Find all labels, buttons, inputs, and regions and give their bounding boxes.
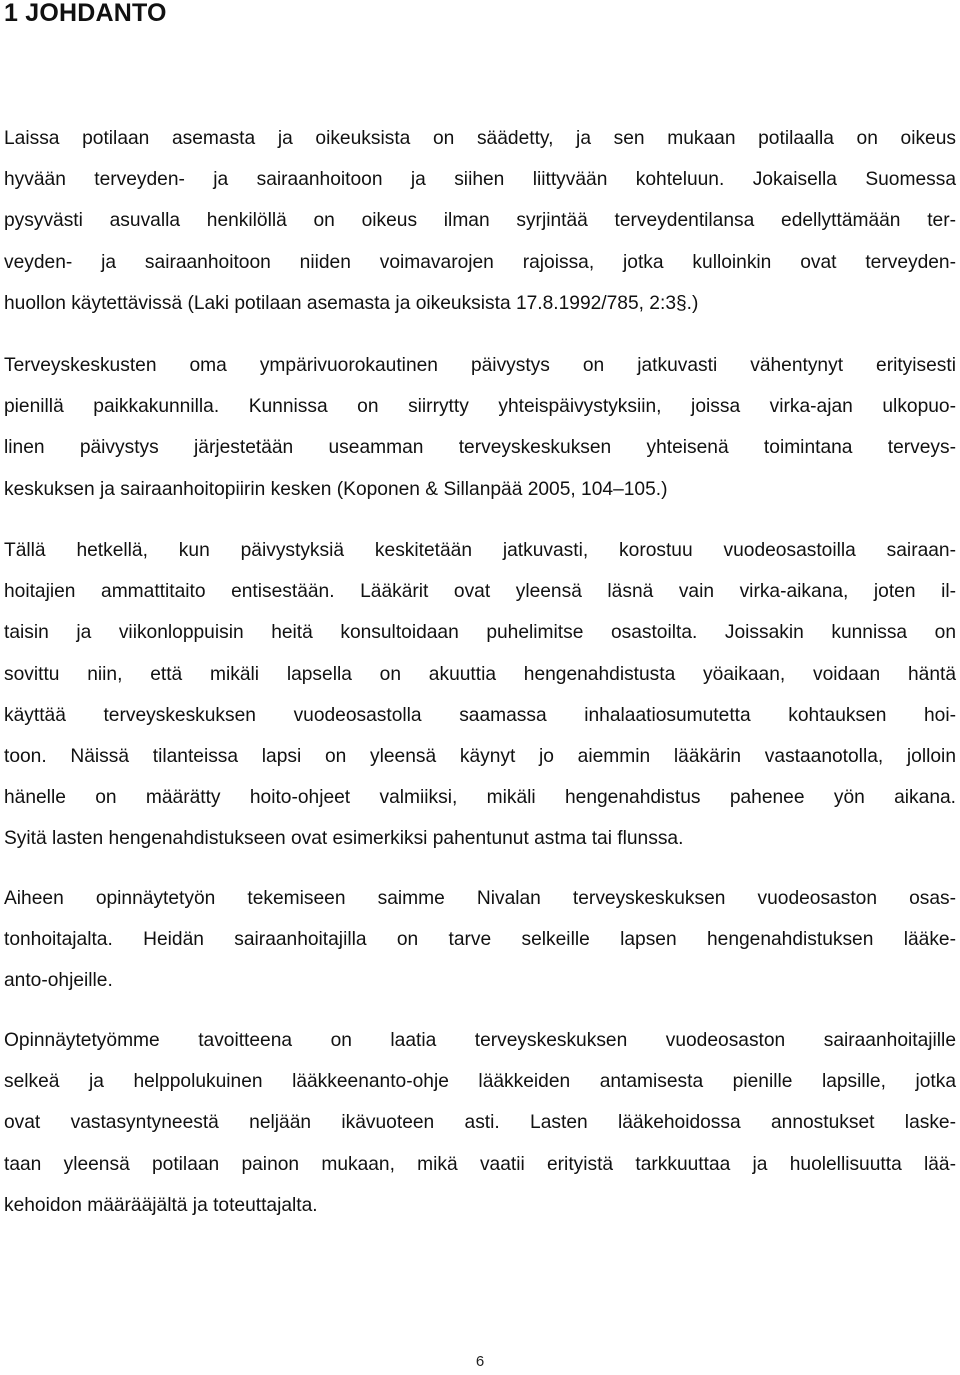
paragraph-line: huollon käytettävissä (Laki potilaan asemasta ja oikeuksista 17.8.1992/785, 2:3§.) [4,292,699,314]
paragraph-line: ovat vastasyntyneestä neljään ikävuoteen asti. Lasten lääkehoidossa annostukset laske- [4,1112,956,1134]
paragraph-line: tonhoitajalta. Heidän sairaanhoitajilla on tarve selkeille lapsen hengenahdistuksen lääke- [4,929,956,951]
paragraph-line: hänelle on määrätty hoito-ohjeet valmiiksi, mikäli hengenahdistus pahenee yön aikana. [4,787,956,809]
paragraph-line: Syitä lasten hengenahdistukseen ovat esimerkiksi pahentunut astma tai flunssa. [4,828,684,850]
paragraph-line: Aiheen opinnäytetyön tekemiseen saimme Nivalan terveyskeskuksen vuodeosaston osas- [4,888,956,909]
paragraph-line: taisin ja viikonloppuisin heitä konsultoidaan puhelimitse osastoilta. Joissakin kunnissa on [4,622,956,644]
paragraph-4 [4,878,956,1002]
paragraph-line: linen päivystys järjestetään useamman terveyskeskuksen yhteisenä toimintana terveys- [4,437,956,459]
paragraph-line: pysyvästi asuvalla henkilöllä on oikeus ilman syrjintää terveydentilansa edellyttämään ter- [4,210,956,232]
paragraph-line: hoitajien ammattitaito entisestään. Lääkärit ovat yleensä läsnä vain virka-aikana, joten il- [4,581,956,603]
paragraph-line: käyttää terveyskeskuksen vuodeosastolla saamassa inhalaatiosumutetta kohtauksen hoi- [4,704,956,726]
paragraph-line: Tällä hetkellä, kun päivystyksiä keskitetään jatkuvasti, korostuu vuodeosastoilla sairaan- [4,540,956,561]
paragraph-line: anto-ohjeille. [4,970,113,992]
paragraph-line: Opinnäytetyömme tavoitteena on laatia terveyskeskuksen vuodeosaston sairaanhoitajille [4,1030,956,1051]
paragraph-5 [4,1020,956,1226]
page-number: 6 [475,1353,485,1370]
paragraph-line: kehoidon määrääjältä ja toteuttajalta. [4,1194,318,1216]
paragraph-line: Terveyskeskusten oma ympärivuorokautinen päivystys on jatkuvasti vähentynyt erityisesti [4,355,956,376]
paragraph-3 [4,530,956,860]
paragraph-line: pienillä paikkakunnilla. Kunnissa on siirrytty yhteispäivystyksiin, joissa virka-ajan ulkopuo- [4,396,956,418]
paragraph-line: hyvään terveyden- ja sairaanhoitoon ja siihen liittyvään kohteluun. Jokaisella Suomessa [4,169,956,191]
paragraph-line: veyden- ja sairaanhoitoon niiden voimavarojen rajoissa, jotka kulloinkin ovat terveyden- [4,251,956,273]
paragraph-2 [4,345,956,510]
chapter-heading: 1 JOHDANTO [4,0,167,27]
paragraph-line: sovittu niin, että mikäli lapsella on akuuttia hengenahdistusta yöaikaan, voidaan häntä [4,663,956,685]
paragraph-line: toon. Näissä tilanteissa lapsi on yleensä käynyt jo aiemmin lääkärin vastaanotolla, jolloin [4,746,956,768]
paragraph-line: selkeä ja helppolukuinen lääkkeenanto-ohje lääkkeiden antamisesta pienille lapsille, jotka [4,1071,956,1093]
paragraph-line: taan yleensä potilaan painon mukaan, mikä vaatii erityistä tarkkuuttaa ja huolellisuutta lää- [4,1153,956,1175]
paragraph-1 [4,118,956,324]
paragraph-line: Laissa potilaan asemasta ja oikeuksista on säädetty, ja sen mukaan potilaalla on oikeus [4,128,956,149]
paragraph-line: keskuksen ja sairaanhoitopiirin kesken (Koponen & Sillanpää 2005, 104–105.) [4,478,668,500]
